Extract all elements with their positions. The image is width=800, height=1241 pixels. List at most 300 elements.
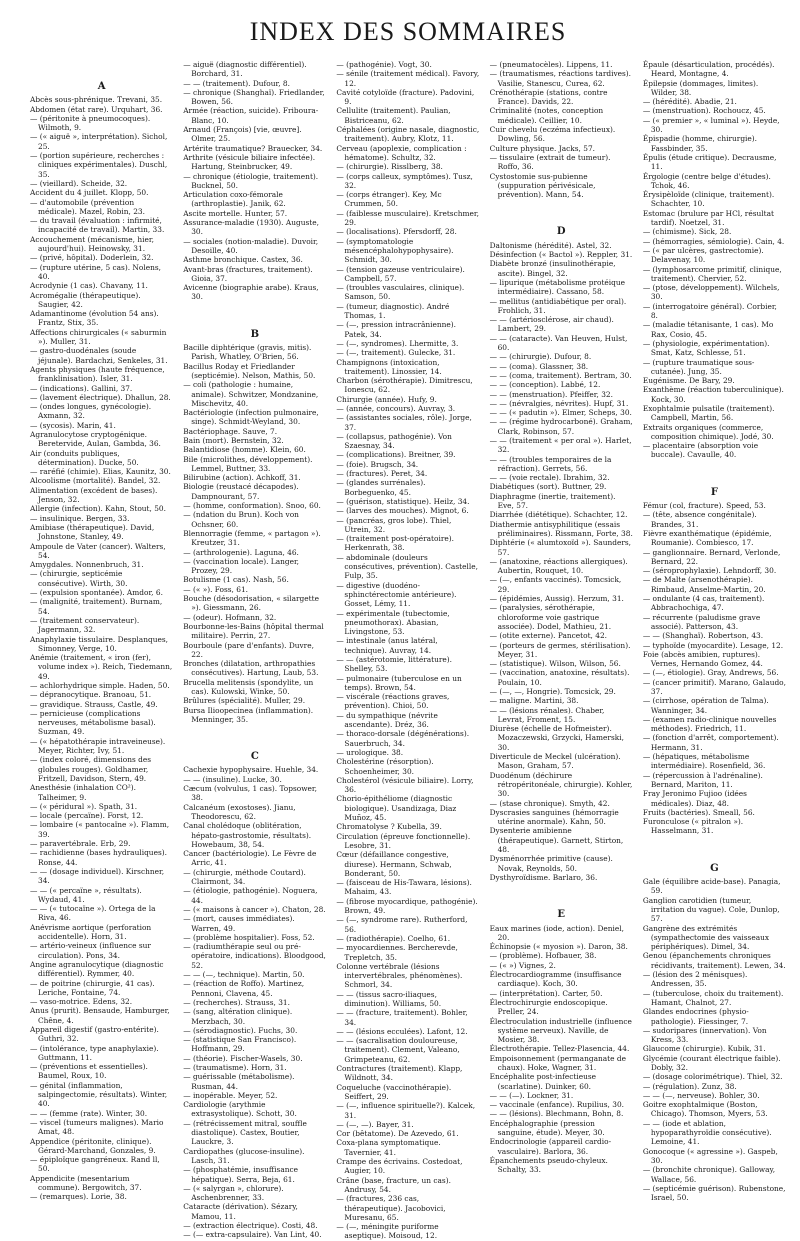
index-entry: Alimentation (excédent de bases). Jenson, 32. <box>30 485 158 505</box>
index-entry: — (épidémies, Aussig). Herzum, 31. <box>489 594 624 604</box>
index-entry: Gonocoque (« agressine »). Gaspeb, 30. <box>642 1146 778 1165</box>
index-entry: — paravertébrale. Erb, 29. <box>30 839 131 849</box>
index-entry: Diaphragme (inertie, traitement). Eve, 57. <box>489 491 616 511</box>
index-entry: Cœur (défaillance congestive, diurese). Hermann, Schwab, Bonderant, 50. <box>336 850 452 878</box>
index-entry: — (—, syndromes). Lhermitte, 3. <box>336 338 459 348</box>
index-entry: Appendice (péritonite, clinique). Gérard-Marchand, Gonzales, 9. <box>30 1136 156 1155</box>
index-entry: — (arthrologenie). Laguna, 46. <box>183 547 299 557</box>
index-entry: — sociales (notion-maladie). Duvoir, Desoille, 40. <box>183 236 319 255</box>
index-entry: — (faiblesse musculaire). Kretschmer, 29. <box>336 208 479 228</box>
index-entry: — pulmonaire (tuberculose en un temps). Brown, 54. <box>336 673 462 692</box>
index-entry: — (lymphosarcome primitif, clinique, traitement). Chervier, 52. <box>642 264 782 283</box>
index-entry: Extraits organiques (commerce, composition chimique). Jodé, 30. <box>642 422 774 441</box>
index-entry: — — (coma). Glassner, 38. <box>489 361 589 371</box>
index-entry: — (faisceau de His-Tawara, lésions). Mahaim, 43. <box>336 878 472 897</box>
index-entry: — (corps calleux, symptômes). Tusz, 32. <box>336 171 473 190</box>
index-entry: — — (tissus sacro-iliaques, diminution). Williams, 50. <box>336 989 442 1008</box>
index-entry: Glycémie (courant électrique faible). Dobly, 32. <box>642 1053 781 1072</box>
index-entry: — (« premier », « luminal »). Heyde, 30. <box>642 115 780 135</box>
section-letter: B <box>250 328 260 340</box>
index-entry: Genou (épanchements chroniques récidivants, traitement). Lewen, 34. <box>642 951 786 970</box>
index-entry: — — (dosage individuel). Kirschner, 34. <box>30 866 165 886</box>
index-entry: — de Malte (arsenothérapie). Rimbaud, Anselme-Martin, 20. <box>642 575 766 594</box>
index-entry: — — (lésions). Blechmann, Bohn, 8. <box>489 1109 624 1119</box>
index-entry: — (assistantes sociales, rôle). Jorge, 37. <box>336 413 472 432</box>
index-entry: Bile (microlithes, développement). Lemmel, Buttner, 33. <box>183 454 313 473</box>
index-entry: — (ndation du Brun). Koch von Ochsner, 60. <box>183 510 299 529</box>
index-entry: Désinfection (« Bactol »). Reppler, 31. <box>489 250 633 260</box>
index-entry: Canal cholédoque (oblitération, hépato-gastrostomie, résultats). Howebaum, 38, 54. <box>183 821 312 849</box>
index-entry: — (lavement électrique). Dhallun, 28. <box>30 392 171 402</box>
index-entry: — inopérable. Meyer, 52. <box>183 1090 278 1100</box>
index-entry: — (dosage colorimétrique). Thiel, 32. <box>642 1072 783 1082</box>
index-entry: — (remarques). Lorie, 38. <box>30 1192 127 1202</box>
index-entry: — (fibrose myocardique, pathogénie). Brown, 49. <box>336 896 478 916</box>
index-entry: Colonne vertébrale (lésions intervertébrales, phénomènes). Schmorl, 34. <box>336 961 463 990</box>
index-entry: Appendicite (mesentarium commune). Bergowitch, 37. <box>30 1173 142 1193</box>
index-entry: — — (voie rectale). Ibrahim, 32. <box>489 473 610 483</box>
index-entry: Daltonisme (hérédité). Astel, 32. <box>489 240 612 250</box>
index-entry: Biologie (reustacé décapodes). Dampnourant, 57. <box>183 482 299 501</box>
index-entry: Érysipèloïde (clinique, traitement). Schachter, 10. <box>642 190 775 209</box>
index-entry: — (régulation). Zunz, 38. <box>642 1081 737 1091</box>
index-entry: — (vieillard). Scheide, 32. <box>30 178 128 188</box>
index-entry: — (complications). Breitner, 39. <box>336 450 456 460</box>
index-entry: — (« hépatothérapie intraveineuse). Meyer, Richter, Ivy, 51. <box>30 736 166 756</box>
index-entry: — (sérodiagnostic). Fuchs, 30. <box>183 1025 298 1035</box>
index-entry: — (ptose, développement). Wilchels, 30. <box>642 283 780 302</box>
index-entry: — digestive (duodéno-sphinctérectomie antérieure). Gosset, Lémy, 11. <box>336 580 457 609</box>
index-entry: — — (traitement « per oral »). Harlet, 32. <box>489 435 632 455</box>
section-letter: E <box>557 909 566 921</box>
index-entry: Ganglion carotidien (tumeur, irritation du vague). Cole, Dunlop, 57. <box>642 895 780 924</box>
index-entry: — (malignité, traitement). Burnam, 54. <box>30 597 163 616</box>
index-entry: Agranulocytose cryptogénique. Beretervide, Aulan, Gambda, 36. <box>30 429 161 449</box>
index-entry: — — (névralgies, névrites). Hupf, 31. <box>489 398 629 408</box>
index-entry: Cataracte (dérivation). Sézary, Mamou, 11. <box>183 1202 298 1221</box>
index-entry: Cystostomie sus-pubienne (suppuration périvésicale, prévention). Mann, 54. <box>489 171 596 200</box>
index-entry: Armée (réaction, suicide). Friboura-Blanc, 10. <box>183 106 319 125</box>
index-entry: Dyscrasies sanguines (hémorragie utérine anormale). Kahn, 50. <box>489 807 619 827</box>
index-entry: Arthrite (vésicule biliaire infectée). Hartung, Steinbrucker, 49. <box>183 152 316 172</box>
index-entry: — (« par ulcères, gastrectomie). Delavenay, 10. <box>642 245 764 265</box>
index-entry: Culture physique. Jacks, 57. <box>489 143 595 153</box>
index-entry: — — (traitement). Dufour, 8. <box>183 78 290 88</box>
index-entry: — (chirurgie, septicémie consécutive). Wirth, 30. <box>30 569 128 588</box>
index-entry: — viscel (tumeurs malignes). Mario Amat, 48. <box>30 1117 164 1137</box>
index-entry: Criminalité (notes, conception médicale). Ceillier, 10. <box>489 106 604 125</box>
index-entry: — (statistique). Wilson, Wilson, 56. <box>489 659 621 669</box>
index-entry: — — (cataracte). Van Heuven, Hulst, 60. <box>489 333 628 353</box>
index-entry: Cuir chevelu (eczéma infectieux). Dowling, 56. <box>489 125 616 144</box>
index-entry: Articulation coxo-fémorale (arthroplastie). Janik, 62. <box>183 190 286 209</box>
index-entry: — (menstruation). Rochoucz, 45. <box>642 106 766 116</box>
index-entry: — (ondes longues, gynécologie). Axmann, 32. <box>30 402 152 421</box>
index-entry: Dysenterie amibienne (thérapeutique). Garnett, Stirton, 48. <box>489 826 624 855</box>
index-entry: — (pathogénie). Vogt, 30. <box>336 60 432 69</box>
index-entry: — (homme, conformation). Snoo, 60. <box>183 501 321 511</box>
index-entry: — rachidienne (bases hydrauliques). Ronse, 44. <box>30 848 167 867</box>
index-entry: Foie (abcès amibien, ruptures). Vernes, Hernando Gomez, 44. <box>642 649 763 669</box>
index-entry: — d'automobile (prévention médicale). Mazel, Robin, 23. <box>30 197 145 216</box>
index-entry: — du travail (évaluation : infirmité, incapacité de travail). Martin, 33. <box>30 216 165 235</box>
index-entry: Diathermie antisyphilitique (essais préliminaires). Rissmann, Forte, 38. <box>489 519 633 538</box>
index-entry: — (intolérance, type anaphylaxie). Guttmann, 11. <box>30 1043 159 1062</box>
index-entry: Dysménorrhée primitive (cause). Novak, Reynolds, 50. <box>489 854 613 873</box>
index-column-2 <box>183 60 326 1240</box>
index-entry: — (réaction de Roffo). Martinez, Pennoni, Clavena, 45. <box>183 979 305 998</box>
index-entry: Encéphalite post-infectieuse (scarlatine). Duinker, 60. <box>489 1072 597 1091</box>
index-entry: — (odeur). Hofmann, 32. <box>183 612 277 622</box>
index-entry: Échinopsie (« myosion »). Daron, 38. <box>489 942 628 952</box>
page-title: INDEX DES SOMMAIRES <box>249 17 567 46</box>
index-entry: Électrothérapie. Tellez-Plasencia, 44. <box>489 1044 630 1054</box>
index-entry: Cardiopathes (glucose-insuline). Lasch, 31. <box>183 1146 305 1165</box>
index-entry: — (hépatiques, métabolisme intermédiaire). Rosenfield, 36. <box>642 752 766 771</box>
index-entry: — (sang, altération clinique). Merzbach, 30. <box>183 1007 293 1026</box>
index-entry: — maligne. Martini, 38. <box>489 696 579 706</box>
index-entry: — (péritonite à pneumocoques). Wilmoth, 9. <box>30 113 151 133</box>
index-entry: — (« »). Foss, 61. <box>183 584 249 594</box>
index-entry: Assurance-maladie (1930). Auguste, 30. <box>183 218 319 237</box>
index-entry: — (collapsus, pathogénie). Von Szaesnay, 34. <box>336 431 452 451</box>
index-entry: Brûlures (spécialité). Muller, 29. <box>183 696 306 706</box>
index-entry: Épulis (étude critique). Decrausme, 11. <box>642 152 777 172</box>
index-entry: Allergie (infection). Kahn, Stout, 50. <box>30 504 166 514</box>
index-entry: Avant-bras (fractures, traitement). Gioia, 37. <box>183 264 313 283</box>
index-entry: — vaccinale (enfance). Rupilius, 30. <box>489 1100 624 1110</box>
index-entry: — — (insuline). Lucke, 30. <box>183 774 282 784</box>
index-entry: — myocardiennes. Bercherevde, Trepletch, 35. <box>336 943 458 962</box>
index-entry: — (lésion des 2 ménisques). Andressen, 35. <box>642 970 748 989</box>
index-entry: Exophtalmie pulsatile (traitement). Campbell, Martin, 56. <box>642 403 775 423</box>
index-entry: Acrodynie (1 cas). Chavany, 11. <box>30 281 148 291</box>
index-entry: Abcès sous-phrénique. Trevani, 35. <box>30 95 163 105</box>
index-entry: — (otite externe). Pancetot, 42. <box>489 631 608 641</box>
index-entry: — (paralysies, sérothérapie, chloroforme voie gastrique associée). Dodel, Mathieu, 21. <box>489 603 612 631</box>
index-entry: Contractures (traitement). Klapp, Wildnott, 34. <box>336 1064 463 1083</box>
index-entry: — (foie). Brugsch, 34. <box>336 459 419 469</box>
index-entry: Cæcum (volvulus, 1 cas). Topsower, 38. <box>183 784 318 803</box>
index-entry: Adamantinome (évolution 54 ans). Frantz, Stix, 35. <box>30 309 159 328</box>
index-entry: — — (femme (rate). Winter, 30. <box>30 1108 148 1118</box>
index-entry: — ganglionnaire. Bernard, Verlonde, Bernard, 22. <box>642 547 781 566</box>
index-entry: Chorio-épithéliome (diagnostic biologique). Usandizaga, Diaz Muñoz, 45. <box>336 794 457 823</box>
index-entry: — (cancer primitif). Marano, Galaudo, 37. <box>642 677 786 696</box>
index-entry: — (phosphatémie, insuffisance hépatique). Serra, Beja, 61. <box>183 1165 299 1184</box>
index-entry: Arnaud (François) [vie, œuvre]. Olmer, 25. <box>183 125 302 144</box>
index-entry: — récurrente (paludisme grave associé). Patterson, 43. <box>642 612 761 631</box>
index-entry: Cancer (bactériologie). Le Fèvre de Arric, 41. <box>183 849 317 868</box>
index-entry: Dysthyroïdisme. Barlaro, 36. <box>489 872 598 882</box>
index-entry: — gastro-duodénales (soude jéjunale). Bardachzi, Senkeles, 31. <box>30 346 168 365</box>
index-column-4 <box>489 60 633 1175</box>
index-entry: Glaucome (chirurgie). Kubik, 31. <box>642 1044 766 1054</box>
index-entry: — (—, étiologie). Gray, Andrews, 56. <box>642 668 779 678</box>
index-entry: Bursa Ilioopecinea (inflammation). Menninger, 35. <box>183 705 314 724</box>
index-entry: Alcoolisme (mortalité). Bandel, 32. <box>30 476 161 486</box>
index-entry: Crénothérapie (stations, contre France). Davids, 22. <box>489 87 608 107</box>
index-entry: — aiguë (diagnostic différentiel). Borchard, 31. <box>183 60 307 79</box>
index-entry: — tissulaire (extrait de tumeur). Roffo, 36. <box>489 152 611 172</box>
index-entry: Ascite mortelle. Hunter, 57. <box>183 208 288 218</box>
index-entry: — (statistique San Francisco). Hoffmann, 29. <box>183 1035 297 1054</box>
index-entry: Duodénum (déchirure rétropéritonéale, chirurgie). Kohler, 30. <box>489 770 633 799</box>
index-entry: Crâne (base, fracture, un cas). Andrusy, 54. <box>336 1175 451 1194</box>
index-entry: — (index coloré, dimensions des globules rouges). Goldhamer, Fritzell, Davidson, Stern, 49. <box>30 755 152 783</box>
index-entry: — pernicieuse (complications nerveuses, métabolisme basal). Suzman, 49. <box>30 708 156 737</box>
index-entry: — — (troubles temporaires de la réfraction). Gerrets, 56. <box>489 454 612 473</box>
index-entry: — (— extra-capsulaire). Van Lint, 40. <box>183 1230 322 1240</box>
index-entry: Épilepsie (dommages, limites). Wilder, 38. <box>642 78 759 97</box>
index-entry: — (hérédité). Abadie, 21. <box>642 97 737 107</box>
index-entry: Asthme bronchique. Castex, 36. <box>183 255 303 265</box>
index-entry: — (hémorragies, sémiologie). Cain, 4. <box>642 236 785 246</box>
index-entry: Coxa-plana symptomatique. Tavernier, 41. <box>336 1138 441 1157</box>
index-entry: — (—, enfants vaccinés). Tomcsick, 29. <box>489 575 622 594</box>
index-entry: — du sympathique (névrite ascendante). Dréz, 36. <box>336 710 438 730</box>
index-entry: — (vaccination, anatoxine, résultats). Poulain, 10. <box>489 668 630 687</box>
index-entry: — vaso-motrice. Edens, 32. <box>30 997 133 1007</box>
index-entry: Électroculation industrielle (influence système nerveux). Naville, de Mosier, 38. <box>489 1016 632 1045</box>
index-entry: — (« maisons à cancer »). Chaton, 28. <box>183 904 326 914</box>
index-entry: Estomac (brulure par HCl, résultat tardif). Noetzel, 31. <box>642 208 774 228</box>
index-entry: — coli (pathologie : humaine, animale). Schwitzer, Mondzanine, Mischevitz, 40. <box>183 380 319 408</box>
index-entry: Diphtérie (« alumtoxoïd »). Saunders, 57. <box>489 538 631 557</box>
section-letter: A <box>97 81 106 92</box>
index-entry: — — (iode et ablation, hypoparathyroïdie consécutive). Lemoine, 41. <box>642 1118 772 1147</box>
index-entry: Fray Jeronimo Fujioo (idées médicales). Diaz, 48. <box>642 789 747 808</box>
index-entry: — (mort, causes immédiates). Warren, 49. <box>183 914 295 933</box>
index-entry: — (—, syndrome rare). Rutherford, 56. <box>336 915 468 934</box>
index-entry: — ondulante (4 cas, traitement). Abbrachochiga, 47. <box>642 594 765 613</box>
index-entry: — (répercussion à l'adrénaline). Bernard, Mariton, 11. <box>642 770 763 789</box>
index-entry: Anaphylaxie tissulaire. Desplanques, Simonney, Verge, 10. <box>30 634 168 653</box>
index-entry: — (bronchite chronique). Galloway, Wallace, 56. <box>642 1165 776 1184</box>
index-entry: Diabète bronzé (insulinothérapie, ascite). Bingel, 32. <box>489 259 616 278</box>
index-entry: Fièvre exanthématique (épidémie, Roumanie). Combiesco, 17. <box>642 528 772 548</box>
index-entry: — (guérison, statistique). Heilz, 34. <box>336 496 470 506</box>
index-entry: — guérissable (métabolisme). Rusman, 44. <box>183 1072 295 1091</box>
index-entry: — (traumatisme). Horn, 31. <box>183 1062 287 1072</box>
index-entry: — — (—). Lockner, 31. <box>489 1090 574 1100</box>
index-entry: Accouchement (mécanisme, hier, aujourd'hui). Heinowsky, 31. <box>30 234 154 254</box>
index-entry: Encéphalographie (pression sanguine, étude). Meyer, 30. <box>489 1118 605 1138</box>
index-entry: — (problème hospitalier). Foss, 52. <box>183 932 315 942</box>
index-entry: Avicenne (biographie arabe). Kraus, 30. <box>183 283 319 302</box>
index-entry: — (glandes surrénales). Borbeguenko, 45. <box>336 478 426 497</box>
index-entry: — (rétrécissement mitral, souffle diastolique). Castex, Boutier, Lauckre, 3. <box>183 1118 307 1147</box>
index-entry: Circulation (épreuve fonctionnelle). Lesobre, 31. <box>336 831 471 850</box>
index-entry: Bouche (désodorisation, « silargette »). Giessmann, 26. <box>183 594 319 613</box>
index-entry: — (localisations). Pfersdorff, 28. <box>336 227 457 237</box>
index-entry: Champignons (intoxication, traitement). Linossier, 14. <box>336 357 442 376</box>
index-entry: — — (Shanghaï). Robertson, 43. <box>642 631 764 641</box>
index-columns <box>30 60 786 1241</box>
index-entry: Abdomen (état rare). Urquhart, 36. <box>30 104 163 114</box>
index-entry: — lipurique (métabolisme protéique intermédiaire). Cassano, 58. <box>489 277 626 297</box>
index-entry: Affections chirurgicales (« saburmin »). Muller, 31. <box>30 327 167 347</box>
index-column-5 <box>642 60 786 1203</box>
index-entry: — (cirrhose, opération de Talma). Wanninger, 34. <box>642 696 769 715</box>
index-entry: — (chimisme). Sick, 28. <box>642 227 732 237</box>
index-entry: Électrochirurgie endoscopique. Preller, 24. <box>489 997 608 1017</box>
index-entry: Agents physiques (haute fréquence, franklinisation). Isler, 31. <box>30 364 165 384</box>
index-entry: Gangrène des extrémités (sympathectomie des vaisseaux périphériques). Dimel, 34. <box>642 923 770 952</box>
index-entry: — (traitement post-opératoire). Herkenrath, 38. <box>336 534 454 553</box>
index-entry: — (tuberculose, choix du traitement). Hamant, Chalnot, 27. <box>642 988 784 1007</box>
index-entry: Diurèse (échelle de Hofmeister). Mozaczewski, Grzycki, Hamerski, 30. <box>489 724 624 752</box>
index-entry: Gale (équilibre acide-base). Panagia, 59. <box>642 877 781 896</box>
index-entry: — (radiumthérapie seul ou pré-opératoire, indications). Bloodgood, 52. <box>183 942 326 970</box>
index-entry: Bourbonne-les-Bains (hôpital thermal militaire). Perrin, 27. <box>183 621 324 641</box>
index-entry: Appareil digestif (gastro-entérite). Guthri, 32. <box>30 1024 159 1044</box>
index-entry: Cardiologie (arythmie extrasystolique). Schott, 30. <box>183 1100 297 1119</box>
index-entry: — (« aiguë », interprétation). Sichol, 25. <box>30 132 168 151</box>
index-entry: — (tumeur, diagnostic). André Thomas, 1. <box>336 301 450 321</box>
index-entry: — — (menstruation). Pfeiffer, 32. <box>489 389 613 399</box>
index-entry: — intestinale (anus latéral, technique). Auvray, 14. <box>336 636 438 655</box>
index-entry: Épanchements pseudo-chyleux. Schalty, 33. <box>489 1155 608 1175</box>
index-entry: Diabétiques (sort). Buttner, 29. <box>489 482 607 492</box>
index-entry: Brucella melitensis (spondylite, un cas). Kulowski, Winke, 50. <box>183 677 314 696</box>
index-entry: Bourboule (pare d'enfants). Duvre, 22. <box>183 640 314 659</box>
index-entry: Cavité cotyloïde (fracture). Padovini, 9. <box>336 87 475 107</box>
index-entry: — (année, concours). Auvray, 3. <box>336 403 456 413</box>
section-letter: C <box>250 751 259 763</box>
index-entry: — — (—, technique). Martin, 50. <box>183 970 305 980</box>
index-entry: — (théorie). Fischer-Wasels, 30. <box>183 1053 303 1063</box>
index-entry: — (—, —, Hongrie). Tomcsick, 29. <box>489 687 616 696</box>
index-entry: — — (« tutocaïne »). Ortega de la Riva, 46. <box>30 904 156 923</box>
index-entry: — (—, méningite puriforme aseptique). Moisoud, 12. <box>336 1222 439 1241</box>
index-entry: Blennorragie (femme, « partagon »). Kreutzer, 31. <box>183 528 321 548</box>
index-entry: — — (sacralisation douloureuse, traitement). Clement, Valeano, Grimpeteanu, 62. <box>336 1036 460 1064</box>
index-entry: — (—, influence spirituelle?). Kalcek, 31. <box>336 1101 476 1120</box>
index-entry: Anus (prurit). Bensaude, Hamburger, Chêne, 4. <box>30 1006 170 1025</box>
index-entry: — artério-veineux (influence sur circulation). Pons, 34. <box>30 941 151 960</box>
index-entry: — — (chirurgie). Dufour, 8. <box>489 352 592 362</box>
index-entry: Endocrinologie (appareil cardio-vasculaire). Barlora, 36. <box>489 1137 612 1156</box>
index-entry: — thoraco-dorsale (dégénérations). Sauerbruch, 34. <box>336 729 470 748</box>
index-column-1 <box>30 60 173 1202</box>
index-entry: Angine agranulocytique (diagnostic différentiel). Rymmer, 40. <box>30 959 164 979</box>
index-entry: — urologique. 38. <box>336 747 404 757</box>
index-entry: Furonculose (« pitralon »). Hasselmann, 31. <box>642 817 744 836</box>
index-entry: — lombaire (« pantocaïne »). Flamm, 39. <box>30 820 170 839</box>
index-entry: — placentaire (absorption voie buccale). Cavaulle, 40. <box>642 441 759 460</box>
index-entry: — (fractures). Peret, 34. <box>336 469 428 479</box>
index-entry: — (troubles vasculaires, clinique). Samson, 50. <box>336 283 465 302</box>
index-entry: — — (fracture, traitement). Bohler, 34. <box>336 1008 468 1027</box>
index-entry: Chirurgie (année). Hufy, 9. <box>336 394 437 404</box>
index-entry: Cellulite (traitement). Paulian, Bistriceanu, 62. <box>336 106 451 125</box>
index-entry: Érgologie (centre belge d'études). Tchok, 46. <box>642 171 771 190</box>
index-entry: — de poitrine (chirurgie, 41 cas). Leriche, Fontaine, 74. <box>30 978 155 997</box>
index-entry: — — (coma, traitement). Bertram, 30. <box>489 370 632 380</box>
index-entry: Chromatolyse ? Kubella, 39. <box>336 822 442 832</box>
index-entry: Eugénisme. De Bary, 29. <box>642 376 735 386</box>
index-entry: Cachexie hypophysaire. Huehle, 34. <box>183 765 319 775</box>
index-entry: — (« salyrgan », chlorure). Aschenbrenner, 33. <box>183 1183 284 1203</box>
index-entry: Fruits (bactéries). Smeall, 56. <box>642 807 755 817</box>
index-entry: — (physiologie, expérimentation). Smat, Katz, Schlesse, 51. <box>642 338 770 358</box>
index-entry: — épiploïque gangréneux. Rand ll, 50. <box>30 1155 160 1174</box>
index-entry: — achlorhydrique simple. Haden, 50. <box>30 681 170 690</box>
index-entry: — (chirurgie, méthode Coutard). Clairmont, 34. <box>183 867 306 887</box>
index-entry: — (—, pression intracrânienne). Patek, 34. <box>336 320 456 339</box>
index-entry: Botulisme (1 cas). Nash, 56. <box>183 575 289 585</box>
index-entry: — (fractures, 236 cas, thérapeutique). Jacobovici, Muresanu, 65. <box>336 1194 446 1222</box>
index-entry: — (—, traitement). Gulecke, 31. <box>336 348 456 358</box>
index-entry: — expérimentale (tubectomie, pneumothorax). Abasian, Livingstone, 53. <box>336 608 450 637</box>
index-entry: — (corps étranger). Key, Mc Crummen, 50. <box>336 190 442 209</box>
index-entry: — — (—, nerveuse). Bohler, 30. <box>642 1090 760 1100</box>
index-entry: Acromégalie (thérapeutique). Saugier, 42. <box>30 290 141 309</box>
index-entry: Accident du 4 juillet. Klopp, 50. <box>30 188 149 198</box>
index-entry: — (pneumatocèles). Lippens, 11. <box>489 60 613 69</box>
index-entry: Eaux marines (iode, action). Deniel, 20. <box>489 923 624 942</box>
section-letter: D <box>556 226 566 238</box>
index-entry: — mellitus (antidiabétique per oral). Frohlich, 31. <box>489 296 627 315</box>
index-entry: Crampe des écrivains. Costedoat, Augier, 10. <box>336 1157 463 1176</box>
index-entry: Ampoule de Vater (cancer). Walters, 54. <box>30 541 166 560</box>
index-entry: — (séroprophylaxie). Lehndorff, 30. <box>642 566 777 576</box>
index-entry: Cor (bêtatome). De Azevedo, 61. <box>336 1129 459 1139</box>
index-entry: — — (conception). Labbé, 12. <box>489 380 601 390</box>
index-entry: — (examen radio-clinique nouvelles méthodes). Friedrich, 11. <box>642 714 777 734</box>
index-entry: — (rupture utérine, 5 cas). Nolens, 40. <box>30 262 161 281</box>
index-entry: — (sycosis). Marin, 41. <box>30 420 116 430</box>
index-entry: — insulinique. Bergen, 33. <box>30 513 130 523</box>
index-entry: — (fonction d'arrêt, comportement). Hermann, 31. <box>642 733 779 752</box>
index-entry: — (rupture traumatique sous-cutanée). Jung, 35. <box>642 357 755 376</box>
index-entry: Bactériophage. Sauve, 7. <box>183 426 278 436</box>
index-entry: Amibiase (thérapeutique). David, Johnstone, Stanley, 49. <box>30 522 155 542</box>
index-entry: — chronique (étiologie, traitement). Bucknel, 50. <box>183 171 319 190</box>
index-entry: — dépranocytique. Branoau, 51. <box>30 690 152 700</box>
index-entry: — gravidique. Strauss, Castle, 49. <box>30 699 158 709</box>
index-entry: Bain (mort). Bernstein, 32. <box>183 435 284 445</box>
index-entry: Goitre exophtalmique (Boston, Chicago). Thomson, Myers, 53. <box>642 1100 768 1119</box>
index-entry: Bacille diphtérique (gravis, mitis). Parish, Whatley, O'Brien, 56. <box>183 343 312 362</box>
index-entry: — (« ») Vignes, 2. <box>489 960 556 970</box>
index-entry: Bactériologie (infection pulmonaire, singe). Schmidt-Weyland, 30. <box>183 408 319 427</box>
index-entry: Glandes endocrines (physio-pathologie). Fiessinger, 7. <box>642 1007 749 1026</box>
index-entry: — (expulsion spontanée). Amdor, 6. <box>30 588 163 598</box>
index-entry: Épaule (désarticulation, procédés). Heard, Montagne, 4. <box>642 60 775 79</box>
index-entry: — — (« percaïne », résultats). Wydaud, 41. <box>30 885 142 904</box>
index-entry: — (recherches). Strauss, 31. <box>183 997 290 1007</box>
index-entry: — viscérale (réactions graves, prévention). Chioi, 50. <box>336 692 450 711</box>
index-entry: — (pancréas, gros lobe). Thiel, Utrein, 32. <box>336 515 452 534</box>
index-entry: — (symptomatologie mésencéphalohypophysaire). Schmidt, 30. <box>336 236 454 265</box>
index-entry: — sudoripares (innervation). Von Kress, 33. <box>642 1025 767 1045</box>
index-entry: — — (lésions ecculées). Lafont, 12. <box>336 1026 468 1036</box>
index-entry: Cholestérol (vésicule biliaire). Lorry, 36. <box>336 775 474 795</box>
index-entry: — (radiothérapie). Coelho, 61. <box>336 933 451 943</box>
index-entry: Bacillus Roday et Friedlander (septicémie). Nelson, Mathis, 50. <box>183 361 316 380</box>
index-column-3 <box>336 60 480 1241</box>
section-letter: G <box>710 862 719 874</box>
index-entry: — (étiologie, pathogénie). Noguera, 44. <box>183 886 318 905</box>
index-entry: — (anatoxine, réactions allergiques). Aubertin, Rouquet, 10. <box>489 556 628 576</box>
index-entry: — (préventions et essentielles). Baumel, Roux, 10. <box>30 1062 148 1081</box>
index-entry: Anévrisme aortique (perforation accidentelle). Horn, 31. <box>30 922 152 942</box>
index-entry: — (stase chronique). Smyth, 42. <box>489 798 610 808</box>
index-entry: Cholestérine (résorption). Schoenheimer, 30. <box>336 757 434 776</box>
index-entry: — sénile (traitement médical). Favory, 12. <box>336 69 480 88</box>
